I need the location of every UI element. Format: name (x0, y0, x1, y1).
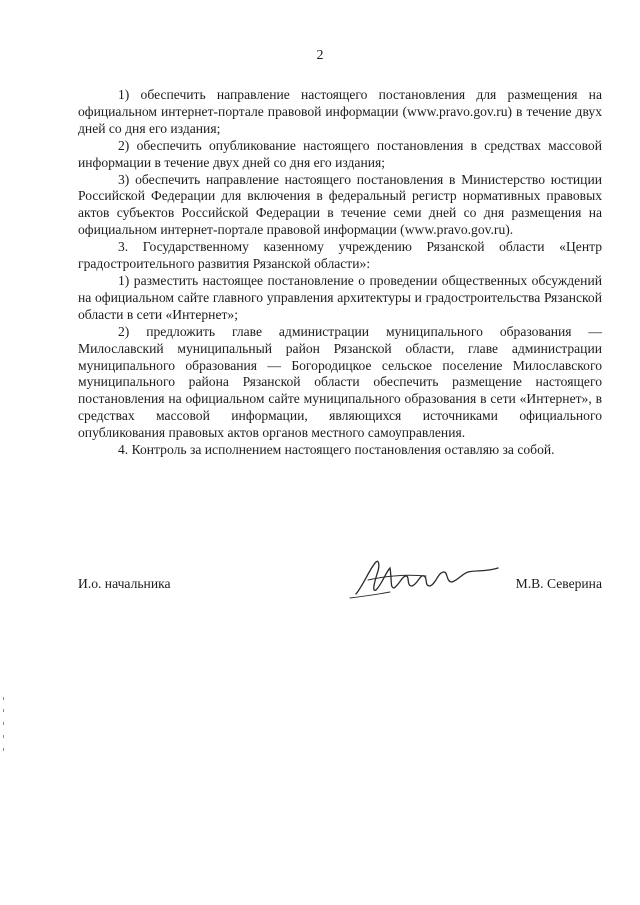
paragraph-3-2: 2) предложить главе администрации муниципального образования — Милославский муниципальный район Рязанской области, главе администрации муниципального образования — Богородицкое сельское поселение Милославского муниципального района Рязанской области обеспечить размещение настоящего постановления на официальном сайте муниципального образования в сети «Интернет», в средствах массовой информации, являющихся источниками официального опубликования правовых актов органов местного самоуправления. (78, 323, 602, 441)
paragraph-1-3: 3) обеспечить направление настоящего постановления в Министерство юстиции Российской Федерации для включения в федеральный регистр нормативных правовых актов субъектов Российской Федерации в течение семи дней со дня размещения на официальном интернет-портале правовой информации (www.pravo.gov.ru). (78, 171, 602, 238)
paragraph-3: 3. Государственному казенному учреждению Рязанской области «Центр градостроительного развития Рязанской области»: (78, 239, 602, 272)
paragraph-1-2: 2) обеспечить опубликование настоящего постановления в средствах массовой информации в течение двух дней со дня его издания; (78, 137, 602, 170)
position-title: И.о. начальника (78, 576, 171, 591)
document-body (78, 87, 602, 459)
scan-edge-marks (2, 695, 6, 755)
signature-block (78, 566, 602, 606)
paragraph-3-1: 1) разместить настоящее постановление о проведении общественных обсуждений на официальном сайте главного управления архитектуры и градостроительства Рязанской области в сети «Интернет»; (78, 272, 602, 322)
handwritten-signature (346, 554, 506, 604)
signer-name: М.В. Северина (515, 576, 602, 591)
paragraph-1-1: 1) обеспечить направление настоящего постановления для размещения на официальном интернет-портале правовой информации (www.pravo.gov.ru) в течение двух дней со дня его издания; (78, 87, 602, 136)
paragraph-4: 4. Контроль за исполнением настоящего постановления оставляю за собой. (118, 442, 555, 458)
page-number: 2 (316, 48, 324, 63)
